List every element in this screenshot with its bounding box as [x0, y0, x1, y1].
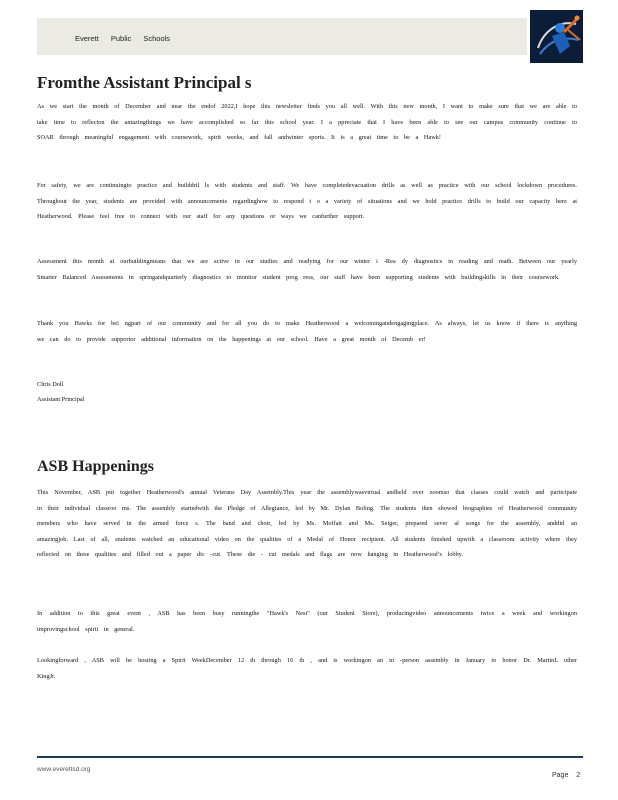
asb-paragraph-3: Lookingforward , ASB will be hosting a Spirit WeekDecember 12 th through 16 th , and is workingon an in -person assembly in January to honor Dr. MartinL uther KingJr.: [37, 657, 577, 680]
signature-name: Chris Doll: [37, 381, 64, 388]
ap-paragraph-4: Thank you Hawks for bei ngpart of our community and for all you do to make Heatherwood a welcomingandengagingplace. As always, let us know if there is anything we can do to provide supportor additional information on the happenings at our school. Have a great month of Decemb er!: [37, 320, 577, 343]
ap-paragraph-2: For safety, we are continuingto practice and builddril ls with students and staff. We have completedevacuation drills as well as practice with our school lockdown procedures. Throughout the year, students are provided with announcements regardinghow to respond t o a variety of situations and we hold practice drills to build our capacity here at Heatherwood. Please feel free to connect with our staff for any questions or ways we canfurther support.: [37, 182, 577, 221]
asb-paragraph-1: This November, ASB put together Heatherwood's annual Veterans Day Assembly.This year the assemblywasvirtual andheld over zoomso that classes could watch and participate in their individual classroo ms. The assembly startedwith the Pledge of Allegiance, led by Mr. Dylan Boling. The students then showed biographies of Heatherwood community members who have served in the armed force s. The band and choir, led by Ms. Moffatt and Ms. Seiger, prepared sever al songs for the assembly, anddid an amazingjob. Last of all, students watched an educational video on the qualities of a Medal of Honor recipient. All students finished upwith a classroom activity where they reflected on these qualities and filled out a paper dic -cut. These die - cut medals and flags are now hanging in Heatherwood’s lobby.: [37, 489, 577, 559]
asb-title: ASB Happenings: [37, 458, 154, 475]
assistant-principal-title: Fromthe Assistant Principal s: [37, 73, 252, 92]
footer-page-number: Page 2: [552, 772, 581, 779]
asb-paragraph-2: In addition to this great event , ASB has been busy runningthe "Hawk's Nest" (our Student Store), producingvideo announcements twice a week and workingon improvingschool spirit in general.: [37, 610, 577, 633]
footer-rule: [37, 756, 583, 758]
footer-website: www.everettsd.org: [37, 766, 91, 773]
school-logo-icon: [530, 10, 583, 63]
signature-role: Assistant Principal: [37, 396, 85, 403]
ap-paragraph-3: Assessment this month at ourbuildingmeans that we are active in our studies and readying for our winter i -Rea dy diagnostics in reading and math. Between our yearly Smarter Balanced Assessments in springandquarterly diagnostics to monitor student prog ress, our staff have been supporting students with buildingskills in their coursework.: [37, 258, 577, 281]
ap-paragraph-1: As we start the month of December and near the endof 2022,I hope this newsletter finds you all well. With this new month, I want to make sure that we are able to take time to reflecton the amazingthings we have accomplished so far this school year. I a ppreciate that I have been able to see our campus community continue to SOAR through meaningful engagement with coursework, spirit weeks, and fall andwinter sports. It is a great time to be a Hawk!: [37, 103, 577, 142]
header-org-name: Everett Public Schools: [75, 34, 171, 43]
